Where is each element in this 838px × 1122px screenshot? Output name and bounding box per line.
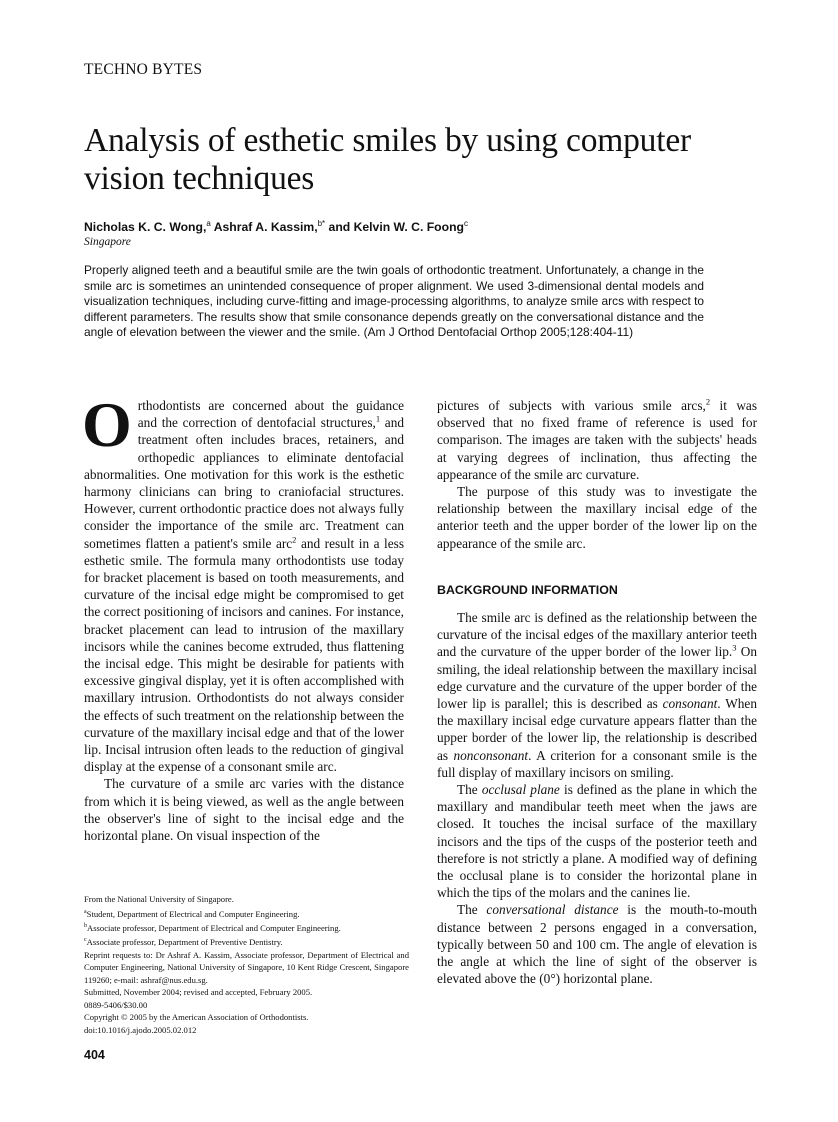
body-text: . A criterion for a consonant smile is the full display of maxillary incisors on smiling. bbox=[437, 747, 757, 780]
conversational-distance-paragraph bbox=[437, 901, 757, 987]
body-text: . When the maxillary incisal edge curvature appears flatter than the upper border of the lower lip, the relationship is described as bbox=[437, 696, 757, 763]
body-text: and treatment often includes braces, retainers, and orthopedic appliances to eliminate dentofacial abnormalities. One motivation for this work is the esthetic harmony clinicians can bring to craniofacial structures. However, current orthodontic practice does not always fully consider the importance of the smile arc. Treatment can sometimes flatten a patient's smile arc bbox=[84, 415, 404, 551]
author-affiliation-mark: c bbox=[463, 219, 468, 228]
term-occlusal-plane: occlusal plane bbox=[481, 782, 560, 798]
intro-paragraph-1 bbox=[82, 389, 404, 775]
footnote-mark: b bbox=[84, 922, 87, 929]
term-nonconsonant: nonconsonant bbox=[453, 747, 529, 763]
footnote-institution: From the National University of Singapore. bbox=[84, 894, 234, 904]
footnote-mark: a bbox=[84, 908, 87, 915]
body-text: is the mouth-to-mouth distance between 2 persons engaged in a conversation, typically between 50 and 100 cm. The angle of elevation is the angle at which the line of sight of the observer is elevated above the (0°) horizontal plane. bbox=[437, 902, 758, 987]
footnote-affiliation-a bbox=[84, 906, 409, 920]
page-number: 404 bbox=[84, 1048, 105, 1062]
body-text: and result in a less esthetic smile. The formula many orthodontists use today for bracket placement is based on tooth measurements, and curvature of the incisal edge might be compromised to get the correct positioning of incisors and canines. For instance, bracket placement can lead to intrusion of the maxillary incisors while the canines become extruded, thus flattening the incisal edge. This might be desirable for patients with excessive gingival display, yet it is often accomplished with maxillary intrusion. Orthodontists do not always consider the effects of such treatment on the relationship between the curvature of the maxillary incisal edge and that of the lower lip. Incisal intrusion often leads to the reduction of gingival display at the expense of a consonant smile arc. bbox=[84, 535, 404, 775]
footnote-text: Student, Department of Electrical and Computer Engineering. bbox=[86, 908, 300, 919]
reference-2[interactable]: 2 bbox=[705, 396, 711, 407]
footnote-mark: c bbox=[84, 937, 87, 944]
footnote-text: Associate professor, Department of Preventive Dentistry. bbox=[86, 937, 283, 948]
reference-2[interactable]: 2 bbox=[292, 534, 297, 545]
occlusal-plane-paragraph bbox=[437, 781, 757, 901]
left-column bbox=[82, 389, 404, 844]
reference-3[interactable]: 3 bbox=[732, 643, 737, 654]
drop-cap: O bbox=[82, 389, 132, 460]
footnote-affiliation-c bbox=[84, 934, 409, 948]
body-text: is defined as the plane in which the maxillary and mandibular teeth meet when the jaws are closed. It touches the incisal surface of the maxillary incisors and the tips of the cusps of the posterior teeth and therefore is not strictly a plane. A modified way of defining the occlusal plane is to consider the horizontal plane in which the tips of the molars and the canines lie. bbox=[437, 782, 757, 901]
author-name: Nicholas K. C. Wong, bbox=[84, 220, 207, 235]
term-conversational-distance: conversational distance bbox=[486, 902, 619, 918]
footnote-price: 0889-5406/$30.00 bbox=[84, 999, 148, 1010]
footnote-affiliation-b bbox=[84, 920, 409, 934]
abstract: Properly aligned teeth and a beautiful smile are the twin goals of orthodontic treatment. Unfortunately, a change in the smile arc is sometimes an unintended consequence of proper alignment. We used 3-dimensional dental models and visualization techniques, including curve-fitting and image-processing algorithms, to analyze smile arcs with respect to different parameters. The results show that smile consonance depends greatly on the conversational distance and the angle of elevation between the viewer and the smile. (Am J Orthod Dentofacial Orthop 2005;128:404-11) bbox=[84, 263, 704, 339]
reference-1[interactable]: 1 bbox=[375, 413, 381, 424]
author-list bbox=[84, 219, 468, 234]
author-affiliation-mark: b* bbox=[317, 219, 326, 228]
body-text: On smiling, the ideal relationship between the maxillary incisal edge curvature and the curvature of the upper border of the lower lip is parallel; this is described as bbox=[437, 644, 757, 712]
footnotes bbox=[84, 893, 409, 1036]
term-consonant: consonant bbox=[662, 696, 718, 712]
footnote-submitted: Submitted, November 2004; revised and accepted, February 2005. bbox=[84, 987, 313, 998]
purpose-paragraph: The purpose of this study was to investigate the relationship between the maxillary incisal edge of the anterior teeth and the upper border of the lower lip on the appearance of the smile arc. bbox=[437, 484, 757, 551]
footnote-reprint-requests: Reprint requests to: Dr Ashraf A. Kassim, Associate professor, Department of Electrical and Computer Engineering, National University of Singapore, 10 Kent Ridge Crescent, Singapore 119260; e-mail: ashraf@nus.edu.sg. bbox=[84, 949, 409, 985]
section-heading-background: BACKGROUND INFORMATION bbox=[437, 582, 618, 597]
right-column bbox=[437, 397, 757, 988]
body-text: The bbox=[457, 902, 487, 918]
body-text: it was observed that no fixed frame of reference is used for comparison. The images are taken with the subjects' heads at varying degrees of inclination, thus affecting the appearance of the smile arc curvature. bbox=[437, 398, 757, 482]
author-name: and Kelvin W. C. Foong bbox=[325, 220, 464, 235]
author-location: Singapore bbox=[84, 236, 131, 248]
footnote-text: Associate professor, Department of Electrical and Computer Engineering. bbox=[87, 922, 341, 933]
author-name: Ashraf A. Kassim, bbox=[210, 220, 318, 235]
smile-arc-paragraph bbox=[437, 609, 757, 781]
intro-paragraph-2: The curvature of a smile arc varies with the distance from which it is being viewed, as well as the angle between the observer's line of sight to the incisal edge and the horizontal plane. On visual inspection of the bbox=[84, 776, 404, 844]
body-text: pictures of subjects with various smile arcs, bbox=[437, 398, 706, 413]
author-affiliation-mark: a bbox=[206, 219, 211, 228]
article-title: Analysis of esthetic smiles by using computer vision techniques bbox=[84, 122, 691, 197]
body-text: The smile arc is defined as the relationship between the curvature of the incisal edges of the maxillary anterior teeth and the curvature of the upper border of the lower lip. bbox=[437, 610, 757, 660]
footnote-copyright: Copyright © 2005 by the American Association of Orthodontists. bbox=[84, 1012, 309, 1023]
intro-paragraph-3 bbox=[437, 397, 757, 483]
body-text: rthodontists are concerned about the guidance and the correction of dentofacial structures, bbox=[137, 398, 404, 431]
section-label: TECHNO BYTES bbox=[84, 61, 203, 78]
footnote-doi[interactable]: doi:10.1016/j.ajodo.2005.02.012 bbox=[84, 1024, 197, 1035]
body-text: The bbox=[457, 782, 482, 798]
